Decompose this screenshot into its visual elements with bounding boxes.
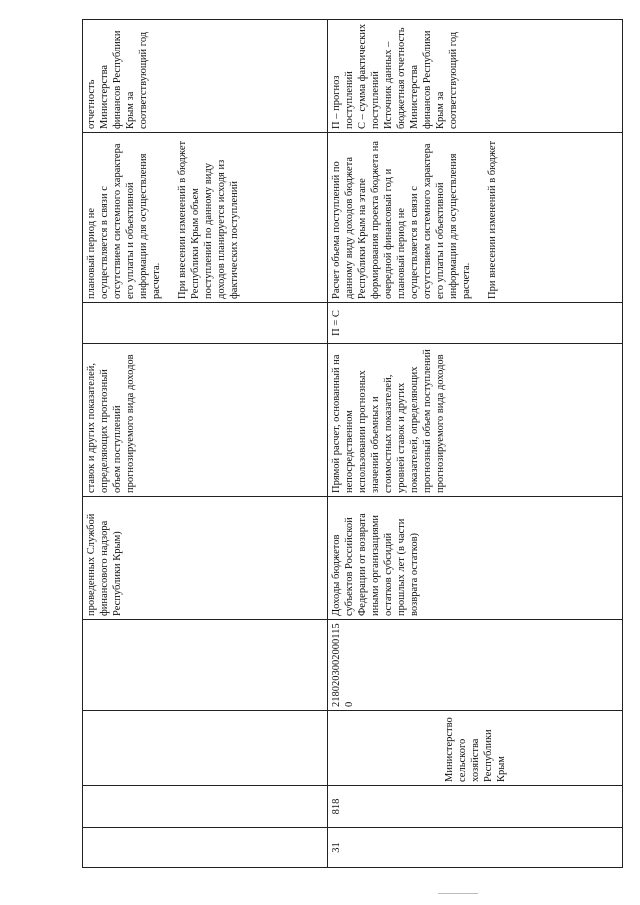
- algorithm-cell: [83, 133, 328, 303]
- notes-cell: П – прогноз поступлений С – сумма фактических поступлений Источник данных – бюджетная отчетность Министерства финансов Республики Крым за соответствующий год: [328, 20, 623, 133]
- algorithm-paragraph: плановый период не осуществляется в связи с отсутствием системного характера его уплаты и объективной информации для осуществления расчета.: [86, 143, 162, 299]
- formula-cell: П = С: [328, 303, 623, 344]
- page-footer-mark: [438, 893, 478, 898]
- revenue-name-cell: проведенных Службой финансового надзора Республики Крым): [83, 497, 328, 620]
- rotated-table-page: [82, 20, 622, 868]
- method-cell: ставок и других показателей, определяющих прогнозный объем поступлений прогнозируемого вида доходов: [83, 344, 328, 497]
- administrator-cell: [83, 711, 328, 786]
- row-number-cell: [83, 828, 328, 868]
- notes-cell: отчетность Министерства финансов Республики Крым за соответствующий год: [83, 20, 328, 133]
- algorithm-paragraph: При внесении изменений в бюджет Республики Крым объем поступлений по данному виду доходов планируется исходя из фактических поступлений: [177, 140, 240, 299]
- row-number-cell: 31: [328, 828, 623, 868]
- administrator-cell: Министерство сельского хозяйства Республики Крым: [328, 711, 623, 786]
- revenue-name-cell: Доходы бюджетов субъектов Российской Федерации от возврата иными организациями остатков субсидий прошлых лет (в части возврата остатков): [328, 497, 623, 620]
- algorithm-paragraph: При внесении изменений в бюджет: [487, 140, 498, 299]
- algorithm-paragraph: Расчет объема поступлений по данному виду доходов бюджета Республики Крым на этапе формирования проекта бюджета на очередной финансовый год и плановый период не осуществляется в связи с отсутствием системного характера его уплаты и объективной информации для осуществления расчета.: [331, 140, 472, 299]
- kbk-cell: [83, 620, 328, 711]
- code-cell: [83, 786, 328, 828]
- formula-cell: [83, 303, 328, 344]
- algorithm-cell: [328, 133, 623, 303]
- revenue-methodology-table: [82, 19, 623, 868]
- kbk-cell: 21802030020001150: [328, 620, 623, 711]
- code-cell: 818: [328, 786, 623, 828]
- table-row: [83, 20, 328, 868]
- method-cell: Прямой расчет, основанный на непосредственном использовании прогнозных значений объемных и стоимостных показателей, уровней ставок и других показателей, определяющих прогнозный объем поступлений прогнозируемого вида доходов: [328, 344, 623, 497]
- table-row: [328, 20, 623, 868]
